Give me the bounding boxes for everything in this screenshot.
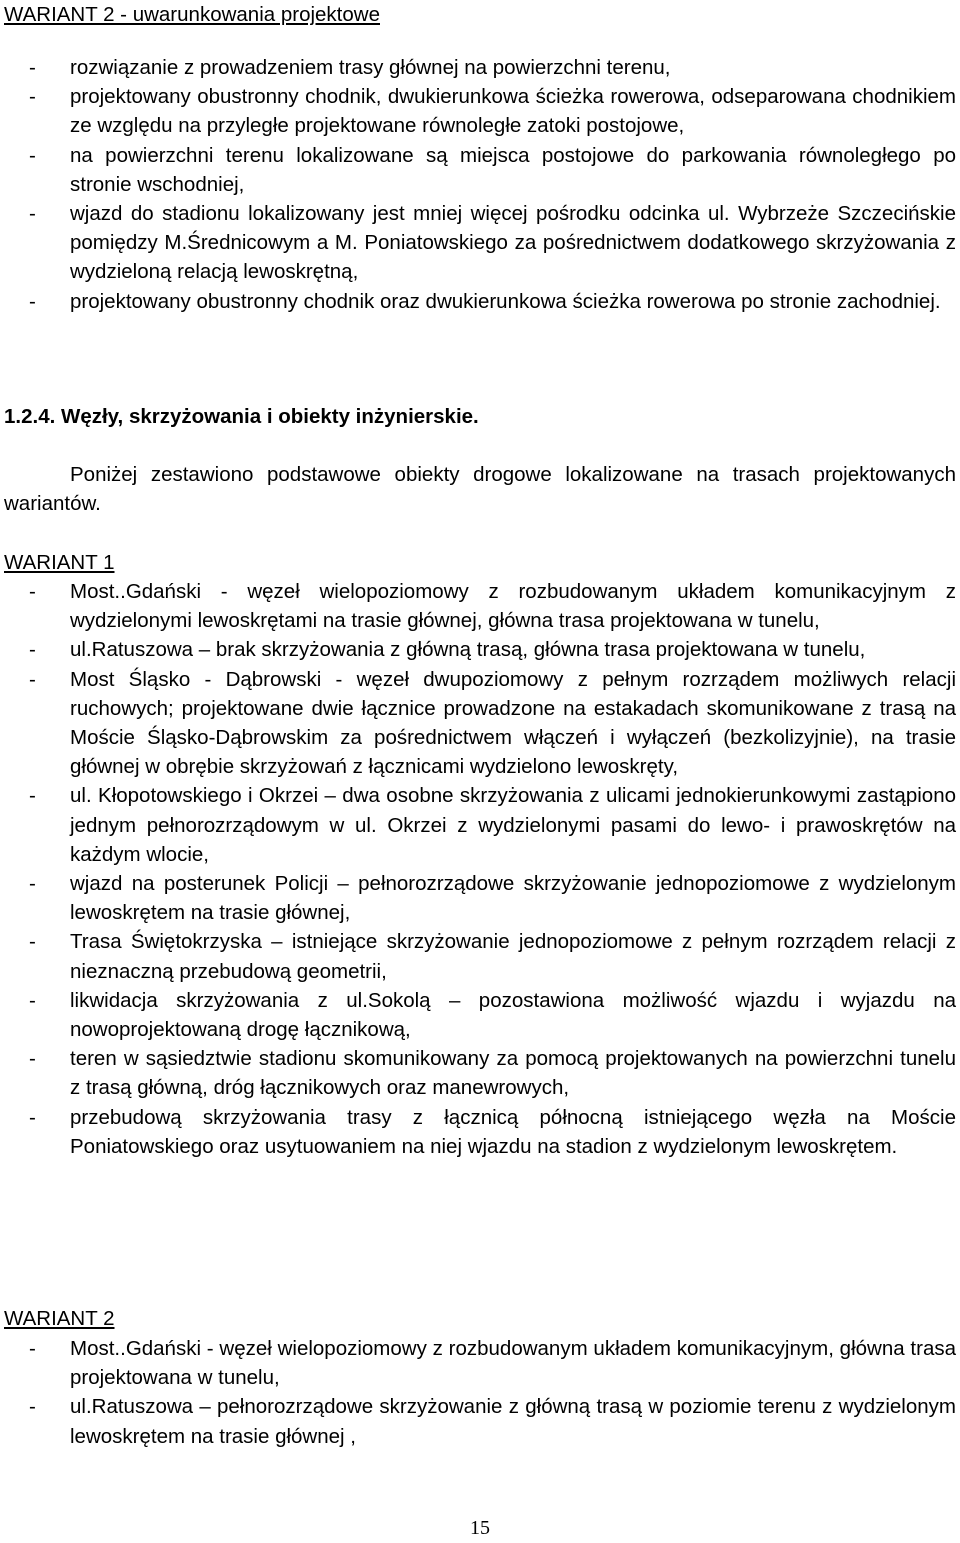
list-item-text: Most..Gdański - węzeł wielopoziomowy z rozbudowanym układem komunikacyjnym, główna trasa projektowana w tunelu,	[70, 1337, 956, 1390]
list-item-text: Most..Gdański - węzeł wielopoziomowy z rozbudowanym układem komunikacyjnym z wydzielonymi lewoskrętami na trasie głównej, główna trasa projektowana w tunelu,	[70, 580, 956, 633]
bullet-dash: -	[29, 638, 36, 662]
bullet-dash: -	[29, 1395, 36, 1419]
intro-paragraph: Poniżej zestawiono podstawowe obiekty drogowe lokalizowane na trasach projektowanych wariantów.	[4, 463, 956, 516]
bullet-dash: -	[29, 1105, 36, 1129]
list-item-text: projektowany obustronny chodnik oraz dwukierunkowa ścieżka rowerowa po stronie zachodniej.	[70, 289, 941, 313]
list-item-text: na powierzchni terenu lokalizowane są miejsca postojowe do parkowania równoległego po stronie wschodniej,	[70, 143, 956, 196]
bullet-dash: -	[29, 202, 36, 226]
list-item-text: Trasa Świętokrzyska – istniejące skrzyżowanie jednopoziomowe z pełnym rozrządem relacji z nieznaczną przebudową geometrii,	[70, 930, 956, 983]
list-item	[4, 53, 956, 82]
bullet-dash: -	[29, 667, 36, 691]
bullet-dash: -	[29, 1047, 36, 1071]
list-item	[4, 869, 956, 927]
list-item-text: przebudową skrzyżowania trasy z łącznicą północną istniejącego węzła na Moście Poniatowskiego oraz usytuowaniem na niej wjazdu na stadion z wydzielonym lewoskrętem.	[70, 1105, 956, 1158]
page-number: 15	[470, 1517, 490, 1539]
list-item	[4, 1392, 956, 1450]
bullet-dash: -	[29, 289, 36, 313]
bullet-dash: -	[29, 930, 36, 954]
subsection-heading: 1.2.4. Węzły, skrzyżowania i obiekty inżynierskie.	[4, 405, 479, 428]
list-item-text: wjazd do stadionu lokalizowany jest mniej więcej pośrodku odcinka ul. Wybrzeże Szczecińskie pomiędzy M.Średnicowym a M. Poniatowskiego za pośrednictwem dodatkowego skrzyżowania z wydzieloną relacją lewoskrętną,	[70, 202, 956, 284]
bullet-dash: -	[29, 988, 36, 1012]
list-item-text: likwidacja skrzyżowania z ul.Sokolą – pozostawiona możliwość wjazdu i wyjazdu na nowoprojektowaną drogę łącznikową,	[70, 988, 956, 1042]
list-item	[4, 1103, 956, 1161]
list-wariant-2	[4, 1334, 956, 1451]
list-item-text: ul.Ratuszowa – brak skrzyżowania z główną trasą, główna trasa projektowana w tunelu,	[70, 638, 866, 662]
list-item	[4, 82, 956, 140]
bullet-dash: -	[29, 1337, 36, 1360]
bullet-dash: -	[29, 784, 36, 808]
bullet-dash: -	[29, 56, 36, 79]
list-item-text: rozwiązanie z prowadzeniem trasy głównej na powierzchni terenu,	[70, 56, 671, 79]
list-item	[4, 781, 956, 869]
section-heading-wariant-2: WARIANT 2	[4, 1307, 115, 1330]
section-heading-wariant-2-uwarunkowania: WARIANT 2 - uwarunkowania projektowe	[4, 3, 380, 26]
list-item	[4, 1334, 956, 1392]
list-item	[4, 287, 956, 316]
bullet-dash: -	[29, 85, 36, 109]
list-item	[4, 986, 956, 1044]
bullet-dash: -	[29, 143, 36, 167]
bullet-dash: -	[29, 580, 36, 603]
section-heading-wariant-1: WARIANT 1	[4, 551, 115, 574]
list-item	[4, 199, 956, 287]
list-item	[4, 577, 956, 635]
list-wariant-1	[4, 577, 956, 1161]
list-item-text: teren w sąsiedztwie stadionu skomunikowany za pomocą projektowanych na powierzchni tunelu z trasą główną, dróg łącznikowych oraz manewrowych,	[70, 1047, 956, 1100]
list-wariant-2-uwarunkowania	[4, 53, 956, 316]
list-item	[4, 927, 956, 985]
list-item-text: Most Śląsko - Dąbrowski - węzeł dwupoziomowy z pełnym rozrządem możliwych relacji ruchowych; projektowane dwie łącznice prowadzone na estakadach skomunikowane z trasą na Moście Śląsko-Dąbrowskim za pośrednictwem włączeń i wyłączeń (bezkolizyjnie), na trasie głównej w obrębie skrzyżowań z łącznicami wydzielono lewoskręty,	[70, 667, 956, 779]
list-item	[4, 635, 956, 664]
bullet-dash: -	[29, 872, 36, 896]
list-item-text: ul.Ratuszowa – pełnorozrządowe skrzyżowanie z główną trasą w poziomie terenu z wydzielonym lewoskrętem na trasie głównej ,	[70, 1395, 956, 1448]
list-item-text: ul. Kłopotowskiego i Okrzei – dwa osobne skrzyżowania z ulicami jednokierunkowymi zastąpiono jednym pełnorozrządowym w ul. Okrzei z wydzielonymi pasami do lewo- i prawoskrętów na każdym wlocie,	[70, 784, 956, 866]
list-item	[4, 665, 956, 782]
list-item	[4, 141, 956, 199]
list-item-text: wjazd na posterunek Policji – pełnorozrządowe skrzyżowanie jednopoziomowe z wydzielonym lewoskrętem na trasie głównej,	[70, 872, 956, 925]
list-item	[4, 1044, 956, 1102]
list-item-text: projektowany obustronny chodnik, dwukierunkowa ścieżka rowerowa, odseparowana chodnikiem ze względu na przyległe projektowane równoległe zatoki postojowe,	[70, 85, 956, 138]
